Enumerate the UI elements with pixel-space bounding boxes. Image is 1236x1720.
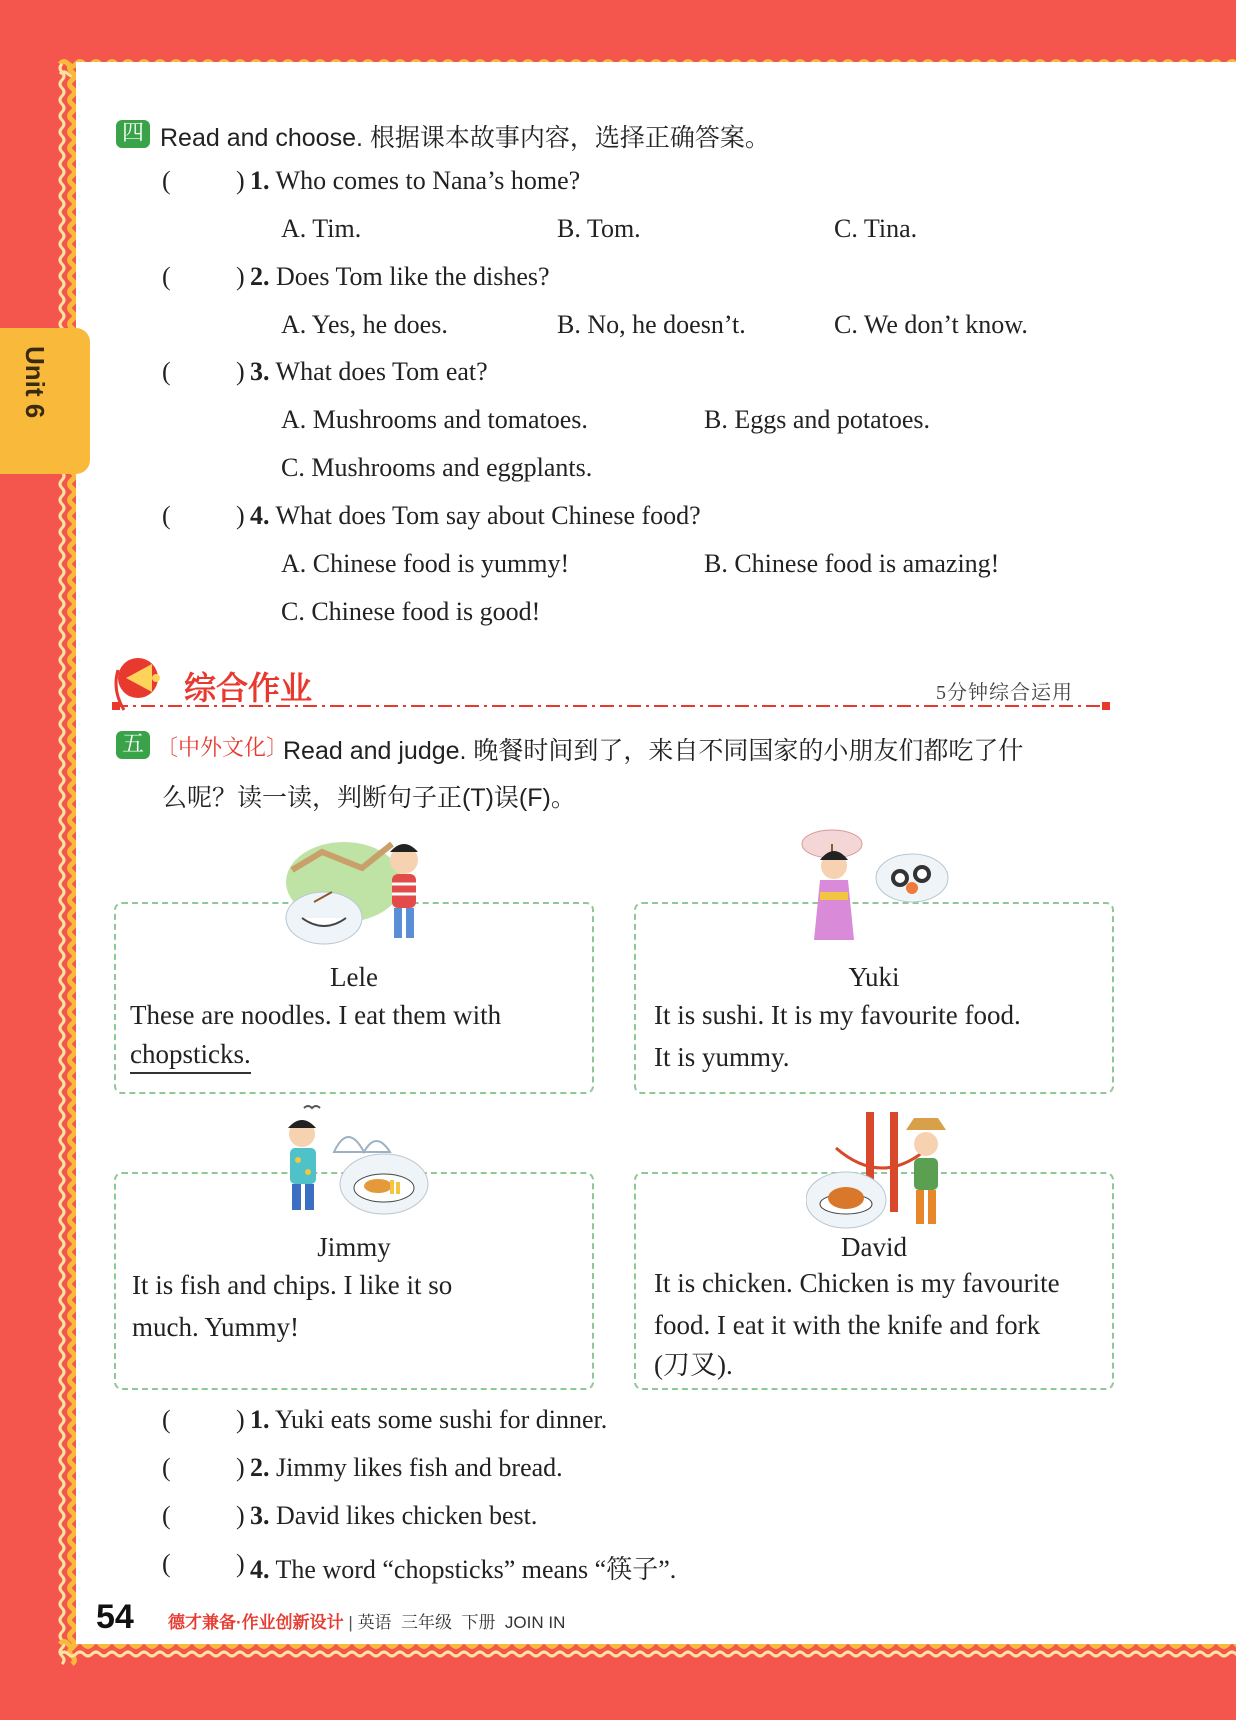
statement-1: 1. Yuki eats some sushi for dinner. bbox=[250, 1405, 608, 1434]
footer-series: 德才兼备·作业创新设计 bbox=[168, 1613, 344, 1632]
statement-4: 4. The word “chopsticks” means “筷子”. bbox=[250, 1555, 677, 1584]
answer-bracket-open: ( bbox=[162, 1405, 171, 1434]
statement-3: 3. David likes chicken best. bbox=[250, 1501, 538, 1530]
option-1b: B. Tom. bbox=[557, 214, 641, 243]
option-1a: A. Tim. bbox=[281, 214, 362, 243]
megaphone-icon bbox=[116, 658, 160, 710]
card-name: Jimmy bbox=[317, 1232, 391, 1262]
answer-bracket-open: ( bbox=[162, 501, 171, 530]
option-3a: A. Mushrooms and tomatoes. bbox=[281, 405, 588, 434]
answer-bracket-open: ( bbox=[162, 1549, 171, 1578]
option-1c: C. Tina. bbox=[834, 214, 918, 243]
answer-bracket-open: ( bbox=[162, 166, 171, 195]
answer-bracket-close: ) bbox=[236, 1501, 245, 1530]
option-2a: A. Yes, he does. bbox=[281, 310, 448, 339]
card-name: Yuki bbox=[848, 962, 900, 992]
page-number: 54 bbox=[96, 1598, 134, 1636]
section-4-title: Read and choose. 根据课本故事内容，选择正确答案。 bbox=[160, 124, 770, 152]
jimmy-sydney-illustration bbox=[282, 1100, 432, 1228]
card-name: David bbox=[841, 1232, 907, 1262]
card-text-line2: food. I eat it with the knife and fork bbox=[654, 1310, 1041, 1340]
card-text-line2: It is yummy. bbox=[654, 1042, 790, 1072]
banner-subtitle: 5分钟综合运用 bbox=[936, 682, 1073, 704]
question-1: 1. Who comes to Nana’s home? bbox=[250, 166, 581, 195]
card-text-line1: These are noodles. I eat them with bbox=[130, 1000, 502, 1030]
section-5-badge: 五 bbox=[116, 731, 150, 759]
option-4b: B. Chinese food is amazing! bbox=[704, 549, 1000, 578]
question-4: 4. What does Tom say about Chinese food? bbox=[250, 501, 701, 530]
option-4c: C. Chinese food is good! bbox=[281, 597, 541, 626]
answer-bracket-open: ( bbox=[162, 262, 171, 291]
section-5-title-line1: Read and judge. 晚餐时间到了，来自不同国家的小朋友们都吃了什 bbox=[283, 737, 1024, 765]
question-2: 2. Does Tom like the dishes? bbox=[250, 262, 550, 291]
answer-bracket-open: ( bbox=[162, 357, 171, 386]
yuki-kimono-illustration bbox=[800, 822, 950, 950]
footer-book: 英语 三年级 下册 JOIN IN bbox=[357, 1613, 566, 1632]
option-4a: A. Chinese food is yummy! bbox=[281, 549, 570, 578]
culture-tag: 〔中外文化〕 bbox=[156, 735, 289, 760]
section-5-title-line2: 么呢？读一读，判断句子正(T)误(F)。 bbox=[162, 784, 576, 812]
question-3: 3. What does Tom eat? bbox=[250, 357, 488, 386]
statement-2: 2. Jimmy likes fish and bread. bbox=[250, 1453, 563, 1482]
footer-book-info bbox=[168, 1608, 565, 1633]
card-text-line1: It is chicken. Chicken is my favourite bbox=[654, 1268, 1060, 1298]
david-golden-gate-illustration bbox=[806, 1108, 956, 1236]
card-text-line1: It is fish and chips. I like it so bbox=[132, 1270, 453, 1300]
lele-great-wall-illustration bbox=[282, 822, 432, 950]
card-text-line2: much. Yummy! bbox=[132, 1312, 299, 1342]
section-4-badge: 四 bbox=[116, 120, 150, 148]
banner-title: 综合作业 bbox=[184, 670, 313, 706]
answer-bracket-close: ) bbox=[236, 166, 245, 195]
answer-bracket-open: ( bbox=[162, 1453, 171, 1482]
answer-bracket-close: ) bbox=[236, 262, 245, 291]
answer-bracket-close: ) bbox=[236, 1453, 245, 1482]
option-2c: C. We don’t know. bbox=[834, 310, 1028, 339]
card-name: Lele bbox=[330, 962, 378, 992]
answer-bracket-open: ( bbox=[162, 1501, 171, 1530]
option-3b: B. Eggs and potatoes. bbox=[704, 405, 931, 434]
answer-bracket-close: ) bbox=[236, 501, 245, 530]
answer-bracket-close: ) bbox=[236, 357, 245, 386]
unit-tab-label: Unit 6 bbox=[20, 346, 50, 419]
option-3c: C. Mushrooms and eggplants. bbox=[281, 453, 593, 482]
answer-bracket-close: ) bbox=[236, 1549, 245, 1578]
footer-separator: | bbox=[348, 1613, 353, 1632]
card-text-line2: chopsticks. bbox=[130, 1036, 251, 1074]
card-text-line3: (刀叉). bbox=[654, 1350, 733, 1380]
answer-bracket-close: ) bbox=[236, 1405, 245, 1434]
card-text-line1: It is sushi. It is my favourite food. bbox=[654, 1000, 1021, 1030]
unit-side-tab bbox=[0, 328, 90, 474]
option-2b: B. No, he doesn’t. bbox=[557, 310, 746, 339]
